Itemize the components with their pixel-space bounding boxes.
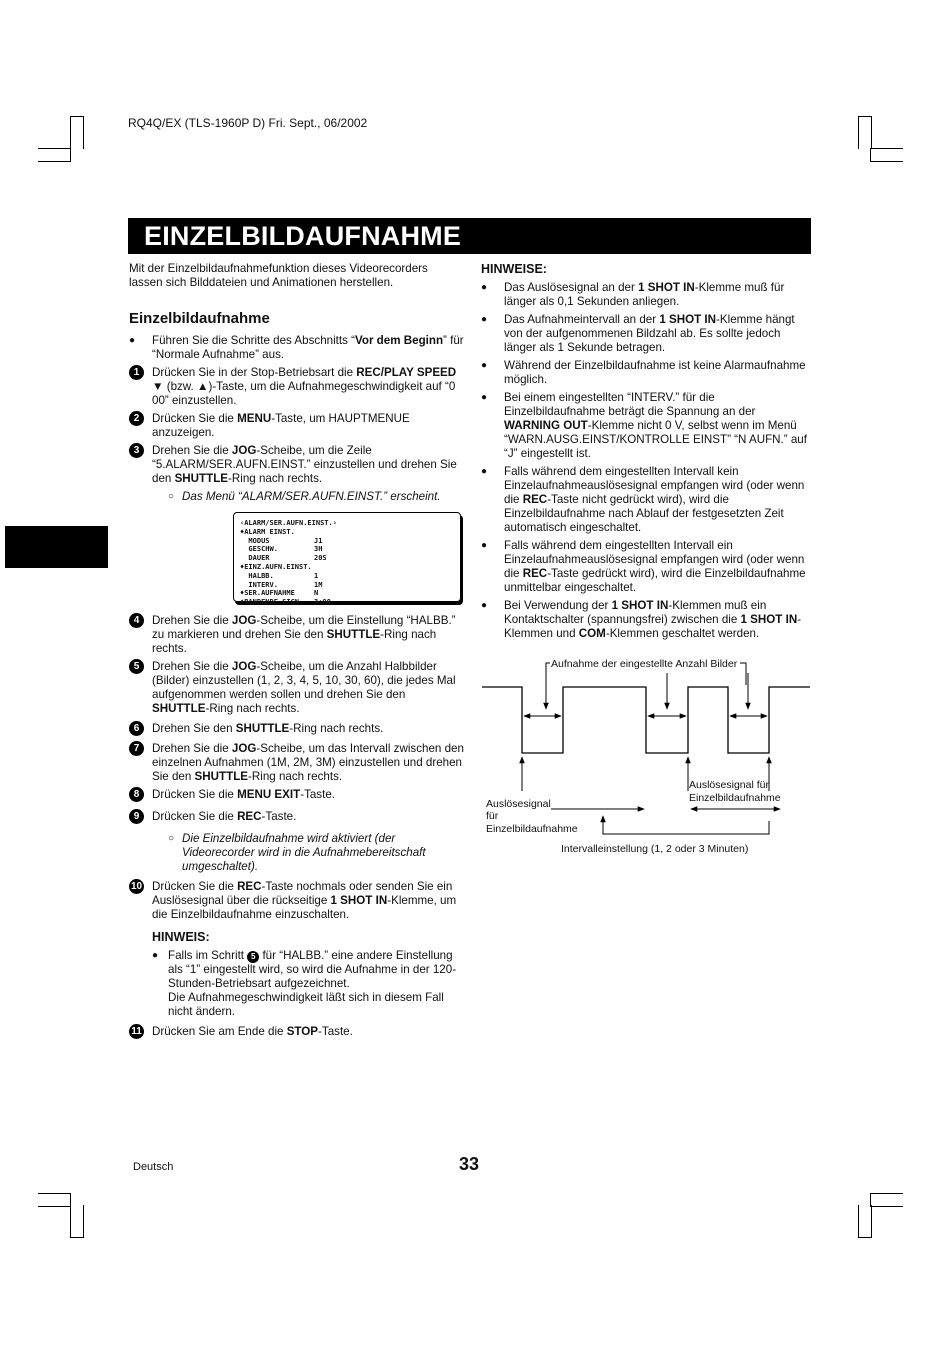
step-8: 8 Drücken Sie die MENU EXIT-Taste.: [129, 788, 464, 802]
step-7: 7 Drehen Sie die JOG-Scheibe, um das Intervall zwischen den einzelnen Aufnahmen (1M, 2M, 3M) einzustellen und drehen Sie den SHUTTLE-Ring nach rechts.: [129, 742, 464, 784]
step-1: 1 Drücken Sie in der Stop-Betriebsart die REC/PLAY SPEED ▼ (bzw. ▲)-Taste, um die Aufnahmegeschwindigkeit auf “0 00” einzustellen.: [129, 366, 464, 408]
step-number-icon: 5: [129, 659, 144, 674]
step-6: 6 Drehen Sie den SHUTTLE-Ring nach rechts.: [129, 722, 464, 736]
bullet-icon: ●: [129, 335, 136, 346]
page-title: EINZELBILDAUFNAHME: [128, 218, 811, 254]
crop-mark: [70, 1205, 84, 1238]
page-number: 33: [459, 1154, 480, 1174]
section-tab: [5, 526, 108, 568]
hinweise-item: ● Während der Einzelbildaufnahme ist keine Alarmaufnahme möglich.: [481, 359, 806, 386]
step-number-icon: 6: [129, 721, 144, 736]
step-11: 11 Drücken Sie am Ende die STOP-Taste.: [129, 1025, 464, 1039]
hinweise-heading: HINWEISE:: [481, 262, 547, 276]
bullet-icon: ●: [481, 466, 488, 477]
step-2: 2 Drücken Sie die MENU-Taste, um HAUPTMENUE anzuzeigen.: [129, 412, 464, 440]
label-left: Auslösesignal: [486, 798, 551, 810]
hinweise-item: ● Falls während dem eingestellten Intervall ein Einzelaufnahmeauslösesignal empfangen wird (oder wenn die REC-Taste gedrückt wird), wird die Einzelbildaufnahme unmittelbar eingeschaltet.: [481, 539, 806, 594]
document-code: RQ4Q/EX (TLS-1960P D) Fri. Sept., 06/2002: [128, 116, 368, 130]
step-number-icon: 11: [129, 1024, 144, 1039]
bullet-icon: ●: [481, 392, 488, 403]
step-ref-icon: 5: [247, 951, 259, 963]
step-number-icon: 7: [129, 741, 144, 756]
crop-mark: [38, 1193, 71, 1207]
signal-waveform: [482, 687, 810, 753]
menu-screen: [233, 512, 461, 607]
bullet-icon: ●: [481, 282, 488, 293]
right-column: [481, 262, 811, 645]
menu-row: ♦ALARM EINST.: [240, 527, 295, 536]
label-right: Einzelbildaufnahme: [689, 792, 781, 804]
menu-row: MODUS J1: [240, 536, 323, 545]
section-heading: Einzelbildaufnahme: [129, 310, 270, 327]
label-bottom: Intervalleinstellung (1, 2 oder 3 Minuten): [561, 843, 749, 855]
footer-language: Deutsch: [133, 1161, 174, 1173]
hinweise-item: ● Bei einem eingestellten “INTERV.” für die Einzelbildaufnahme beträgt die Spannung an der WARNING OUT-Klemme nicht 0 V, selbst wenn im Menü “WARN.AUSG.EINST/KONTROLLE EINST” “N AUFN.” auf “J” eingestellt ist.: [481, 391, 807, 460]
hinweise-item: ● Das Aufnahmeintervall an der 1 SHOT IN-Klemme hängt von der aufgenommenen Bildzahl ab. Es sollte jedoch länger als 1 Sekunde betragen.: [481, 313, 795, 354]
interval-bracket: [603, 821, 769, 834]
step-4: 4 Drehen Sie die JOG-Scheibe, um die Einstellung “HALBB.” zu markieren und drehen Sie den SHUTTLE-Ring nach rechts.: [129, 614, 464, 656]
menu-row: ♦BANDENDE SIGN. 3:00: [240, 598, 331, 607]
menu-row: HALBB. 1: [240, 571, 319, 580]
menu-row: ♦SER.AUFNAHME N: [240, 589, 319, 598]
step-number-icon: 1: [129, 365, 144, 380]
crop-mark: [870, 1193, 903, 1207]
crop-mark: [870, 148, 903, 162]
menu-row: DAUER 20S: [240, 554, 327, 563]
bullet-icon: ●: [481, 360, 488, 371]
hinweise-item: ● Das Auslösesignal an der 1 SHOT IN-Klemme muß für länger als 0,1 Sekunden anliegen.: [481, 281, 785, 308]
label-left: für: [486, 810, 499, 822]
crop-mark: [70, 116, 84, 149]
prep-item: ● Führen Sie die Schritte des Abschnitts “Vor dem Beginn” für “Normale Aufnahme” aus.: [129, 334, 464, 361]
step-9: 9 Drücken Sie die REC-Taste.: [129, 810, 464, 824]
label-right: Auslösesignal für: [689, 779, 769, 791]
circle-bullet-icon: ○: [168, 491, 175, 502]
hinweis-item: ● Falls im Schritt 5 für “HALBB.” eine andere Einstellung als “1” eingestellt wird, so wird die Aufnahme in der 120-Stunden-Betriebsart aufgezeichnet. Die Aufnahmegeschwindigkeit läßt sich in diesem Fall nicht ändern.: [152, 949, 457, 1018]
label-top: Aufnahme der eingestellte Anzahl Bilder: [551, 658, 738, 670]
step-3-note: ○ Das Menü “ALARM/SER.AUFN.EINST.” erscheint.: [168, 490, 441, 503]
top-bracket: [740, 663, 746, 685]
crop-mark: [858, 116, 872, 149]
menu-row: ♦EINZ.AUFN.EINST.: [240, 562, 312, 571]
step-5: 5 Drehen Sie die JOG-Scheibe, um die Anzahl Halbbilder (Bilder) einzustellen (1, 2, 3, 4, 5, 10, 30, 60), die jedes Mal aufgenommen werden sollen und drehen Sie den SHUTTLE-Ring nach rechts.: [129, 660, 464, 716]
intro-text: Mit der Einzelbildaufnahmefunktion dieses Videorecorders lassen sich Bilddateien und Animationen herstellen.: [129, 262, 428, 289]
top-bracket: [546, 663, 550, 685]
step-10: 10 Drücken Sie die REC-Taste nochmals oder senden Sie ein Auslösesignal über die rückseitige 1 SHOT IN-Klemme, um die Einzelbildaufnahme einzuschalten.: [130, 880, 457, 921]
menu-row: GESCHW. 3H: [240, 545, 323, 554]
menu-row: INTERV. 1M: [240, 580, 323, 589]
hinweise-item: ● Bei Verwendung der 1 SHOT IN-Klemmen muß ein Kontaktschalter (spannungsfrei) zwischen die 1 SHOT IN-Klemmen und COM-Klemmen geschaltet werden.: [481, 599, 802, 640]
left-column: [129, 262, 464, 1043]
crop-mark: [38, 148, 71, 162]
step-number-icon: 3: [129, 443, 144, 458]
bullet-icon: ●: [152, 950, 159, 961]
step-number-icon: 4: [129, 613, 144, 628]
hinweis-box: [129, 930, 464, 1019]
step-number-icon: 9: [129, 809, 144, 824]
bullet-icon: ●: [481, 540, 488, 551]
crop-mark: [858, 1205, 872, 1238]
step-number-icon: 10: [130, 881, 143, 892]
timing-diagram: [478, 655, 814, 865]
bullet-icon: ●: [481, 600, 488, 611]
menu-title: ‹ALARM/SER.AUFN.EINST.›: [240, 519, 337, 527]
bullet-icon: ●: [481, 314, 488, 325]
step-3: 3 Drehen Sie die JOG-Scheibe, um die Zeile “5.ALARM/SER.AUFN.EINST.” einzustellen und drehen Sie den SHUTTLE-Ring nach rechts.: [129, 444, 464, 486]
hinweise-item: ● Falls während dem eingestellten Intervall kein Einzelaufnahmeauslösesignal empfangen wird (oder wenn die REC-Taste nicht gedrückt wird), wird die Einzelbildaufnahme nach Ablauf der festgesetzten Zeit automatisch eingeschaltet.: [481, 465, 805, 534]
hinweis-heading: HINWEIS:: [152, 930, 210, 944]
circle-bullet-icon: ○: [168, 833, 175, 844]
step-number-icon: 8: [129, 787, 144, 802]
step-9-note: ○ Die Einzelbildaufnahme wird aktiviert (der Videorecorder wird in die Aufnahmebereitschaft umgeschaltet).: [168, 832, 426, 873]
step-number-icon: 2: [129, 411, 144, 426]
label-left: Einzelbildaufnahme: [486, 823, 578, 835]
